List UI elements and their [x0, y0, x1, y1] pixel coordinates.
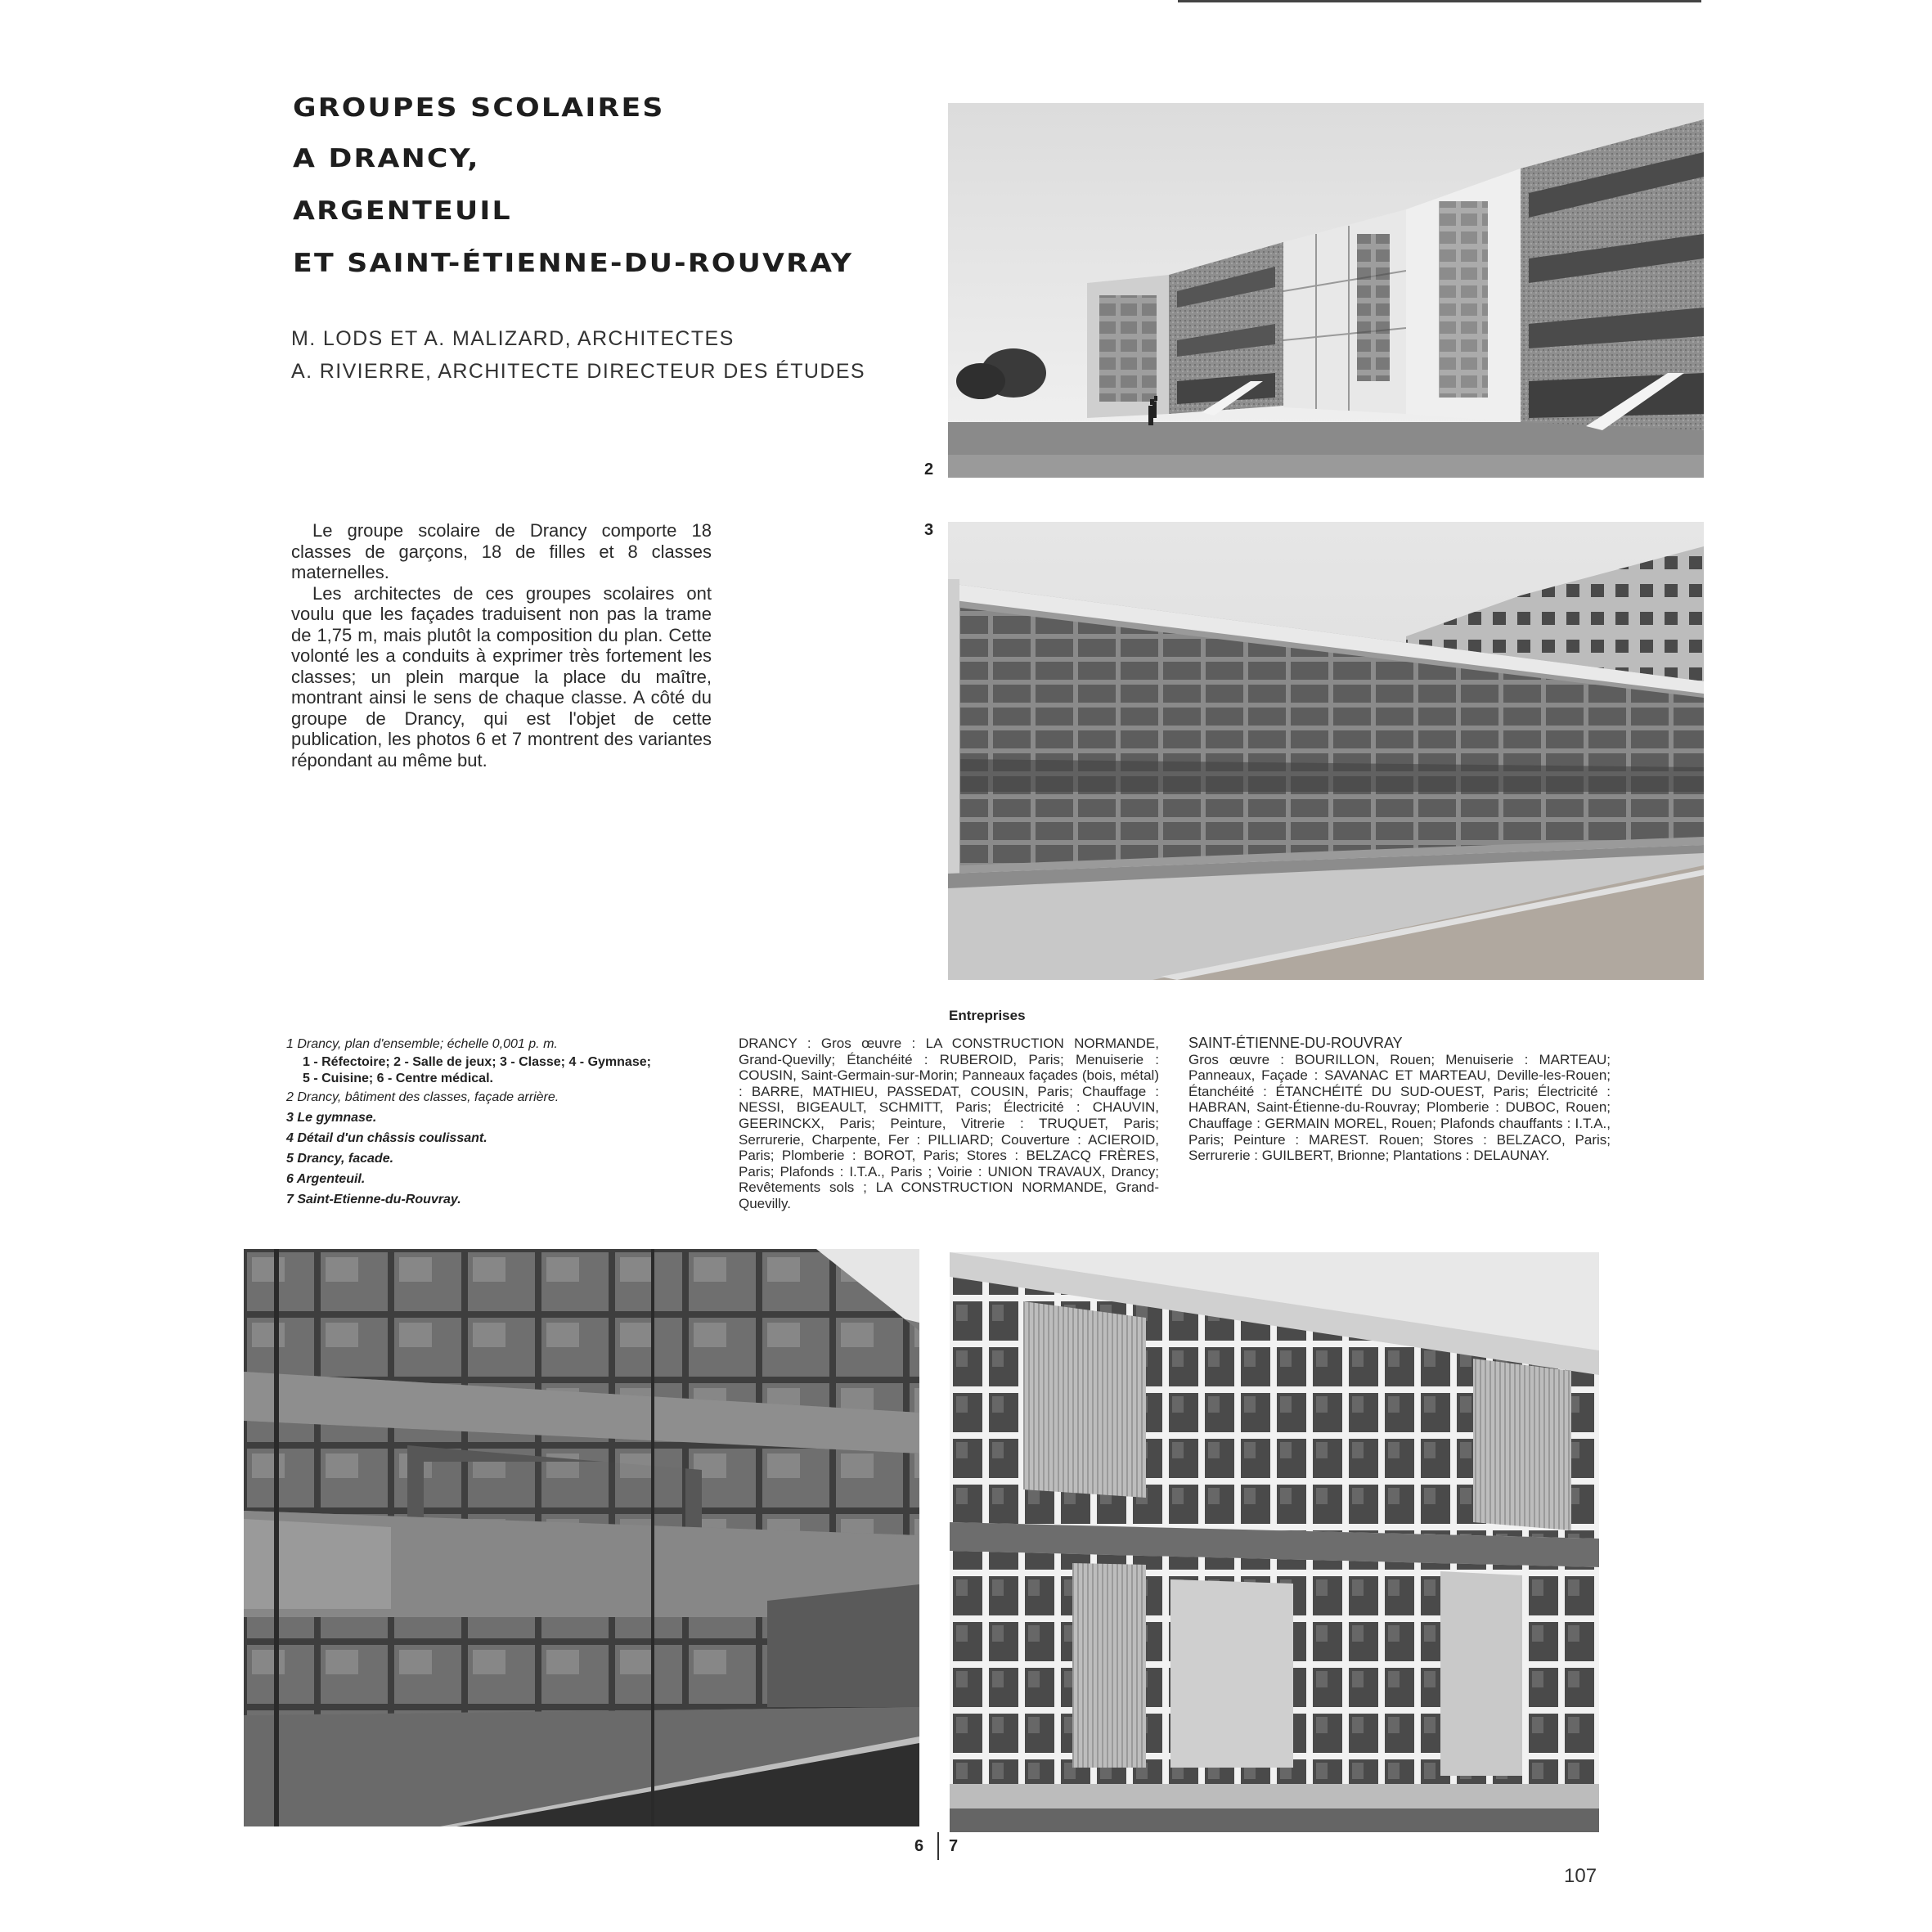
intro-text: [291, 520, 712, 771]
title-line-4: ET SAINT-ÉTIENNE-DU-ROUVRAY: [293, 249, 854, 278]
entreprises-st-etienne-title: SAINT-ÉTIENNE-DU-ROUVRAY: [1188, 1035, 1403, 1051]
caption-1-legend-a: 1 - Réfectoire; 2 - Salle de jeux; 3 - Classe; 4 - Gymnase;: [303, 1055, 651, 1069]
caption-4: 4 Détail d'un châssis coulissant.: [286, 1131, 487, 1145]
caption-list: [286, 1034, 712, 1210]
photo-7-saint-etienne: [950, 1252, 1599, 1832]
figure-number-7: 7: [949, 1837, 959, 1855]
entreprises-st-etienne-body: Gros œuvre : BOURILLON, Rouen; Menuiserie : MARTEAU; Panneaux, Façade : SAVANAC ET MARTEAU, Deville-les-Rouen; Étanchéité : ÉTANCHÉITÉ DU SUD-OUEST, Paris; Électricité : HABRAN, Saint-Étienne-du-Rouvray; Plomberie : DUBOC, Rouen; Chauffage : GERMAIN MOREL, Rouen; Plafonds chauffants : I.T.A., Paris; Peinture : MAREST. Rouen; Stores : BELZACO, Paris; Serrurerie : GUILBERT, Brionne; Plantations : DELAUNAY.: [1188, 1051, 1611, 1164]
title-line-3: ARGENTEUIL: [293, 196, 512, 226]
caption-1: 1 Drancy, plan d'ensemble; échelle 0,001 p. m.: [286, 1037, 558, 1051]
authors-line-1: M. LODS ET A. MALIZARD, ARCHITECTES: [291, 327, 735, 350]
photo-2-drancy-building: [948, 103, 1704, 478]
entreprises-heading: Entreprises: [949, 1008, 1026, 1023]
entreprises-drancy: DRANCY : Gros œuvre : LA CONSTRUCTION NORMANDE, Grand-Quevilly; Étanchéité : RUBEROID, Paris; Menuiserie : COUSIN, Saint-Germain-sur-Morin; Panneaux façades (bois, métal) : BARRE, MATHIEU, PASSEDAT, COUSIN, Paris; Chauffage : NESSI, BIGEAULT, SCHMITT, Paris; Électricité : CHAUVIN, GEERINCKX, Paris; Peinture, Vitrerie : TRUQUET, Paris; Serrurerie, Charpente, Fer : PILLIARD; Couverture : ACIEROID, Paris; Plomberie : BOROT, Paris; Stores : BELZACQ FRÈRES, Paris; Plafonds : I.T.A., Paris ; Voirie : UNION TRAVAUX, Drancy; Revêtements sols ; LA CONSTRUCTION NORMANDE, Grand-Quevilly.: [739, 1036, 1159, 1211]
figure-divider: [937, 1832, 939, 1860]
caption-7: 7 Saint-Etienne-du-Rouvray.: [286, 1193, 461, 1206]
intro-paragraph-1: Le groupe scolaire de Drancy comporte 18 classes de garçons, 18 de filles et 8 classes maternelles.: [291, 520, 712, 582]
photo-3-gymnase: [948, 522, 1704, 980]
photo-6-argenteuil: [244, 1249, 919, 1826]
top-rule: [1178, 0, 1701, 2]
figure-number-3: 3: [924, 521, 934, 539]
title-line-2: A DRANCY,: [293, 144, 480, 173]
figure-number-6: 6: [914, 1837, 924, 1855]
authors-line-2: A. RIVIERRE, ARCHITECTE DIRECTEUR DES ÉTUDES: [291, 360, 865, 383]
title-line-1: GROUPES SCOLAIRES: [293, 93, 665, 123]
intro-paragraph-2: Les architectes de ces groupes scolaires ont voulu que les façades traduisent non pas la trame de 1,75 m, mais plutôt la composition du plan. Cette volonté les a conduits à exprimer très fortement les classes; un plein marque la place du maître, montrant ainsi le sens de chaque classe. A côté du groupe de Drancy, qui est l'objet de cette publication, les photos 6 et 7 montrent des variantes répondant au même but.: [291, 582, 712, 771]
entreprises-st-etienne: [1188, 1036, 1611, 1164]
caption-3: 3 Le gymnase.: [286, 1111, 377, 1125]
figure-number-2: 2: [924, 461, 934, 479]
caption-6: 6 Argenteuil.: [286, 1172, 366, 1186]
caption-2: 2 Drancy, bâtiment des classes, façade arrière.: [286, 1090, 559, 1104]
caption-1-legend-b: 5 - Cuisine; 6 - Centre médical.: [303, 1072, 493, 1085]
caption-5: 5 Drancy, facade.: [286, 1152, 394, 1166]
page-number: 107: [1564, 1865, 1597, 1887]
